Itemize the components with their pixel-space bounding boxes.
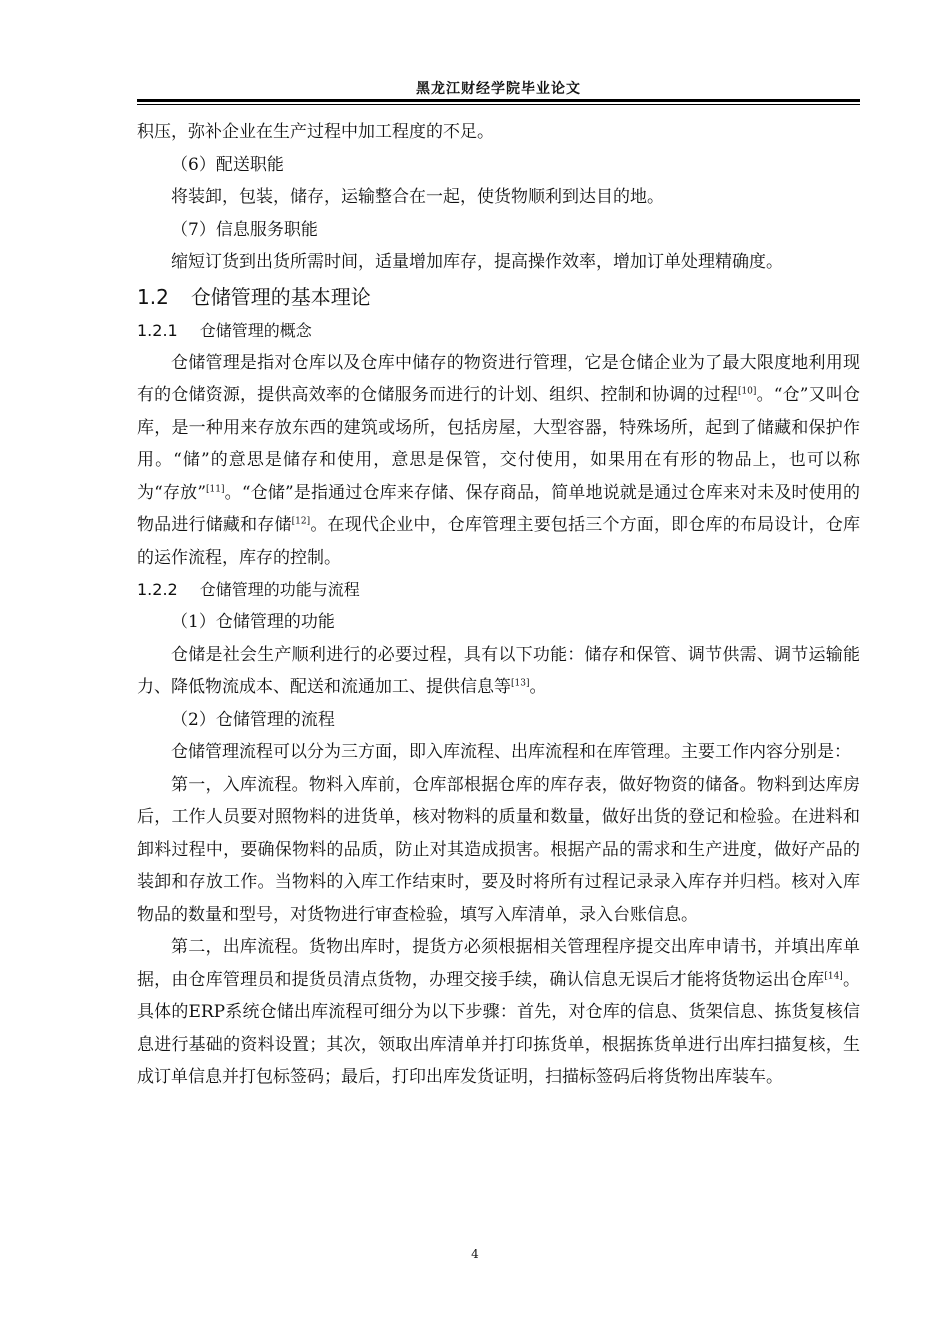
page-number: 4	[471, 1247, 479, 1261]
text-run: 仓储管理是指对仓库以及仓库中储存的物资进行管理，它是仓储企业为了最大限度地利用现有的仓储资源，提供高效率的仓储服务而进行的计划、组织、控制和协调的过程	[137, 352, 860, 405]
text-run: 仓储是社会生产顺利进行的必要过程，具有以下功能：储存和保管、调节供需、调节运输能力、降低物流成本、配送和流通加工、提供信息等	[137, 644, 860, 697]
paragraph: 仓储管理流程可以分为三方面，即入库流程、出库流程和在库管理。主要工作内容分别是：	[171, 742, 851, 762]
section-title: 仓储管理的概念	[199, 320, 312, 340]
list-heading: （6）配送职能	[171, 154, 284, 175]
section-heading-1-2	[137, 279, 860, 315]
section-heading-1-2-2	[137, 574, 860, 606]
section-number: 1.2	[137, 284, 169, 309]
section-heading-1-2-1	[137, 315, 860, 347]
paragraph: 积压，弥补企业在生产过程中加工程度的不足。	[137, 122, 494, 142]
citation: [14]	[824, 970, 843, 981]
text-run: 。在现代企业中，仓库管理主要包括三个方面，即仓库的布局设计，仓库的运作流程，库存的控制。	[137, 515, 861, 568]
paragraph: 将装卸，包装，储存，运输整合在一起，使货物顺利到达目的地。	[171, 187, 664, 207]
paragraph	[137, 639, 860, 704]
text-run: 。	[529, 677, 547, 697]
paragraph	[137, 931, 860, 1094]
section-number: 1.2.2	[137, 580, 178, 599]
header-rule-thin	[137, 104, 860, 105]
list-heading: （2）仓储管理的流程	[171, 709, 335, 730]
text-run: 。具体的ERP系统仓储出库流程可细分为以下步骤：首先，对仓库的信息、货架信息、拣货复核信息进行基础的资料设置；其次，领取出库清单并打印拣货单，根据拣货单进行出库扫描复核，生成订单信息并打包标签码；最后，打印出库发货证明，扫描标签码后将货物出库装车。	[137, 969, 861, 1087]
citation: [12]	[291, 516, 311, 527]
section-title: 仓储管理的功能与流程	[199, 580, 360, 599]
paragraph	[137, 347, 860, 575]
list-heading: （7）信息服务职能	[171, 219, 318, 240]
citation: [10]	[737, 386, 757, 397]
paragraph: 第一，入库流程。物料入库前，仓库部根据仓库的库存表，做好物资的储备。物料到达库房后，工作人员要对照物料的进货单，核对物料的质量和数量，做好出货的登记和检验。在进料和卸料过程中，要确保物料的品质，防止对其造成损害。根据产品的需求和生产进度，做好产品的装卸和存放工作。当物料的入库工作结束时，要及时将所有过程记录录入库存并归档。核对入库物品的数量和型号，对货物进行审查检验，填写入库清单，录入台账信息。	[137, 774, 860, 925]
body-text	[137, 116, 860, 1094]
citation: [13]	[511, 678, 530, 689]
citation: [11]	[206, 483, 225, 494]
section-title: 仓储管理的基本理论	[190, 284, 371, 309]
header-rule-thick	[137, 99, 860, 102]
text-run: 。“仓储”是指通过仓库来存储、保存商品，简单地说就是通过仓库来对未及时使用的物品进行储藏和存储	[137, 482, 860, 535]
paragraph: 缩短订货到出货所需时间，适量增加库存，提高操作效率，增加订单处理精确度。	[171, 252, 783, 272]
text-run: 。“仓”又叫仓库，是一种用来存放东西的建筑或场所，包括房屋，大型容器，特殊场所，起到了储藏和保护作用。“储”的意思是储存和使用，意思是保管，交付使用，如果用在有形的物品上，也可以称为“存放”	[137, 385, 860, 503]
text-run: 第二，出库流程。货物出库时，提货方必须根据相关管理程序提交出库申请书，并填出库单据，由仓库管理员和提货员清点货物，办理交接手续，确认信息无误后才能将货物运出仓库	[137, 937, 860, 990]
running-header: 黑龙江财经学院毕业论文	[416, 81, 581, 97]
section-number: 1.2.1	[137, 320, 178, 340]
list-heading: （1）仓储管理的功能	[171, 612, 335, 632]
